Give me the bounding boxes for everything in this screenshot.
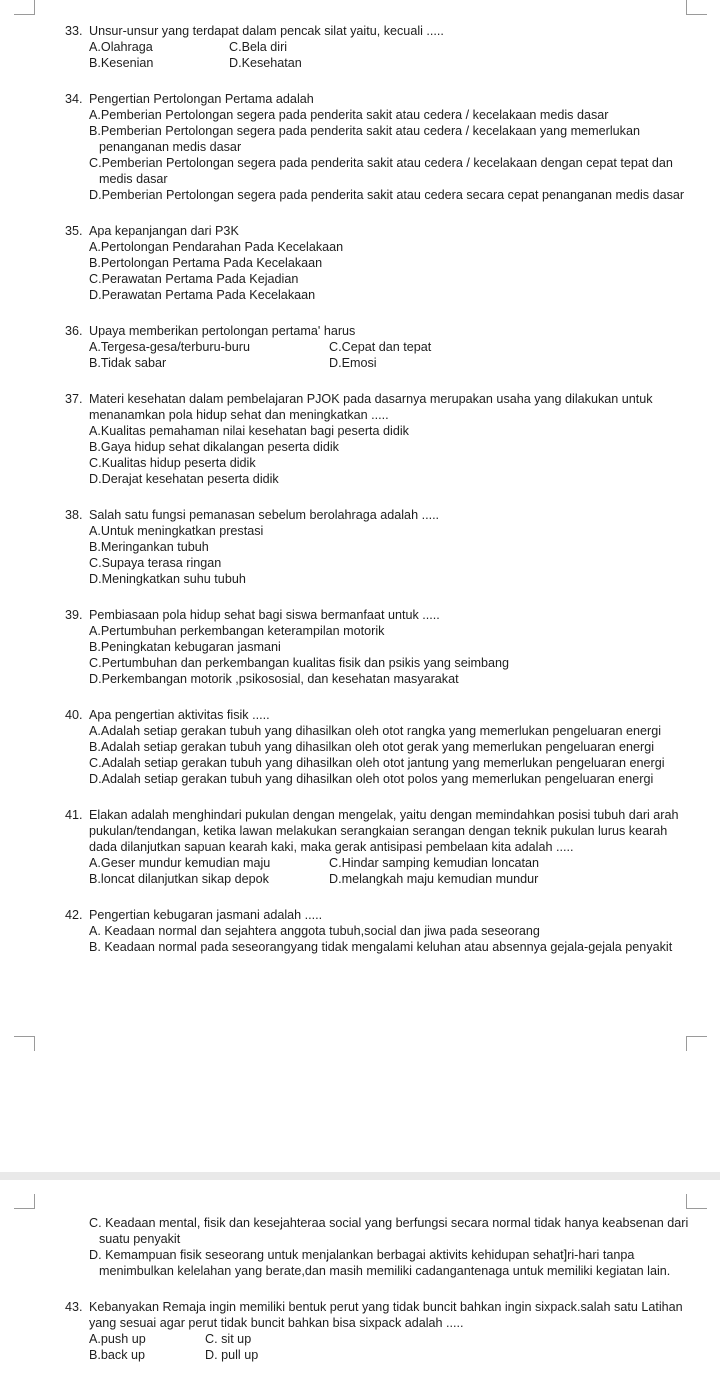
option-b[interactable]: B.Tidak sabar [89, 356, 167, 370]
question-number: 35. [65, 224, 83, 238]
option-a[interactable]: A.push up [89, 1332, 146, 1346]
option-c[interactable]: C.Pemberian Pertolongan segera pada penderita sakit atau cedera / kecelakaan dengan cepat tepat dan medis dasar [89, 156, 673, 186]
option-d[interactable]: D.Perawatan Pertama Pada Kecelakaan [89, 288, 316, 302]
option-d[interactable]: D.Meningkatkan suhu tubuh [89, 572, 246, 586]
option-a[interactable]: A.Tergesa-gesa/terburu-buru [89, 340, 251, 354]
option-d[interactable]: D.Emosi [329, 356, 377, 370]
question-38 [65, 507, 690, 587]
question-number: 40. [65, 708, 83, 722]
option-c[interactable]: C.Bela diri [229, 40, 288, 54]
option-a[interactable]: A.Pemberian Pertolongan segera pada penderita sakit atau cedera / kecelakaan medis dasar [89, 108, 609, 122]
question-number: 39. [65, 608, 83, 622]
option-b[interactable]: B.Adalah setiap gerakan tubuh yang dihasilkan oleh otot gerak yang memerlukan pengeluaran energi [89, 740, 655, 754]
option-d[interactable]: D.Perkembangan motorik ,psikososial, dan kesehatan masyarakat [89, 672, 459, 686]
option-a[interactable]: A.Pertolongan Pendarahan Pada Kecelakaan [89, 240, 344, 254]
crop-mark [686, 1036, 707, 1051]
question-41 [65, 807, 690, 887]
crop-mark [686, 0, 707, 15]
question-number: 43. [65, 1300, 83, 1314]
option-b[interactable]: B.back up [89, 1348, 146, 1362]
option-a[interactable]: A.Olahraga [89, 40, 153, 54]
question-text: Pengertian Pertolongan Pertama adalah [89, 92, 314, 106]
question-number: 34. [65, 92, 83, 106]
question-number: 41. [65, 808, 83, 822]
question-34 [65, 91, 690, 203]
question-37 [65, 391, 690, 487]
question-42 [65, 907, 690, 955]
option-d[interactable]: D.Derajat kesehatan peserta didik [89, 472, 279, 486]
option-d[interactable]: D.Adalah setiap gerakan tubuh yang dihasilkan oleh otot polos yang memerlukan pengeluaran energi [89, 772, 654, 786]
question-text: Kebanyakan Remaja ingin memiliki bentuk perut yang tidak buncit bahkan ingin sixpack.salah satu Latihan yang sesuai agar perut tidak buncit bahkan bisa sixpack adalah ..... [89, 1300, 683, 1330]
option-c[interactable]: C.Adalah setiap gerakan tubuh yang dihasilkan oleh otot jantung yang memerlukan pengeluaran energi [89, 756, 665, 770]
question-text: Apa kepanjangan dari P3K [89, 224, 239, 238]
question-text: Apa pengertian aktivitas fisik ..... [89, 708, 270, 722]
question-43 [65, 1299, 690, 1363]
option-a[interactable]: A.Pertumbuhan perkembangan keterampilan motorik [89, 624, 385, 638]
option-d[interactable]: D.Pemberian Pertolongan segera pada penderita sakit atau cedera secara cepat penanganan medis dasar [89, 188, 685, 202]
option-a[interactable]: A.Untuk meningkatkan prestasi [89, 524, 264, 538]
question-text: Salah satu fungsi pemanasan sebelum berolahraga adalah ..... [89, 508, 440, 522]
crop-mark [686, 1194, 707, 1209]
question-35 [65, 223, 690, 303]
option-d[interactable]: D.melangkah maju kemudian mundur [329, 872, 539, 886]
option-c[interactable]: C.Pertumbuhan dan perkembangan kualitas fisik dan psikis yang seimbang [89, 656, 510, 670]
question-number: 33. [65, 24, 83, 38]
option-b[interactable]: B.Pertolongan Pertama Pada Kecelakaan [89, 256, 323, 270]
option-a[interactable]: A.Adalah setiap gerakan tubuh yang dihasilkan oleh otot rangka yang memerlukan pengeluaran energi [89, 724, 662, 738]
option-b[interactable]: B.Kesenian [89, 56, 154, 70]
option-b[interactable]: B.Gaya hidup sehat dikalangan peserta didik [89, 440, 339, 454]
option-c[interactable]: C. sit up [205, 1332, 252, 1346]
option-c[interactable]: C.Perawatan Pertama Pada Kejadian [89, 272, 299, 286]
option-b[interactable]: B. Keadaan normal pada seseorangyang tidak mengalami keluhan atau absennya gejala-gejala penyakit [89, 940, 673, 954]
option-c[interactable]: C.Supaya terasa ringan [89, 556, 222, 570]
crop-mark [14, 1036, 35, 1051]
option-c[interactable]: C.Cepat dan tepat [329, 340, 432, 354]
option-d[interactable]: D.Kesehatan [229, 56, 302, 70]
question-number: 42. [65, 908, 83, 922]
option-a[interactable]: A.Geser mundur kemudian maju [89, 856, 271, 870]
option-b[interactable]: B.Pemberian Pertolongan segera pada penderita sakit atau cedera / kecelakaan yang memerlukan penanganan medis dasar [89, 124, 640, 154]
option-c[interactable]: C. Keadaan mental, fisik dan kesejahteraa social yang berfungsi secara normal tidak hanya keabsenan dari suatu penyakit [89, 1216, 689, 1246]
question-text: Elakan adalah menghindari pukulan dengan mengelak, yaitu dengan memindahkan posisi tubuh dari arah pukulan/tendangan, ketika lawan melakukan serangkaian serangan dengan teknik pukulan lurus kearah dada dilanjutkan sapuan kearah kaki, maka gerak antisipasi pembelaan kita adalah ..... [89, 808, 679, 854]
question-number: 36. [65, 324, 83, 338]
option-d[interactable]: D. Kemampuan fisik seseorang untuk menjalankan berbagai aktivits kehidupan sehat]ri-hari tanpa menimbulkan kelelahan yang berate,dan masih memiliki cadangantenaga untuk memiliki kegiatan lain. [89, 1248, 671, 1278]
question-number: 38. [65, 508, 83, 522]
option-a[interactable]: A.Kualitas pemahaman nilai kesehatan bagi peserta didik [89, 424, 409, 438]
question-33 [65, 23, 690, 71]
option-d[interactable]: D. pull up [205, 1348, 259, 1362]
question-text: Pengertian kebugaran jasmani adalah ..... [89, 908, 323, 922]
crop-mark [14, 1194, 35, 1209]
question-list [65, 23, 690, 955]
question-42-continued [65, 1215, 690, 1279]
question-text: Pembiasaan pola hidup sehat bagi siswa bermanfaat untuk ..... [89, 608, 440, 622]
option-c[interactable]: C.Hindar samping kemudian loncatan [329, 856, 540, 870]
question-text: Materi kesehatan dalam pembelajaran PJOK pada dasarnya merupakan usaha yang dilakukan untuk menanamkan pola hidup sehat dan meningkatkan ..... [89, 392, 653, 422]
question-39 [65, 607, 690, 687]
option-b[interactable]: B.Peningkatan kebugaran jasmani [89, 640, 281, 654]
question-number: 37. [65, 392, 83, 406]
question-text: Unsur-unsur yang terdapat dalam pencak silat yaitu, kecuali ..... [89, 24, 444, 38]
question-40 [65, 707, 690, 787]
question-text: Upaya memberikan pertolongan pertama' harus [89, 324, 356, 338]
question-list-continued [65, 1215, 690, 1363]
option-c[interactable]: C.Kualitas hidup peserta didik [89, 456, 256, 470]
option-b[interactable]: B.loncat dilanjutkan sikap depok [89, 872, 269, 886]
question-36 [65, 323, 690, 371]
option-b[interactable]: B.Meringankan tubuh [89, 540, 209, 554]
option-a[interactable]: A. Keadaan normal dan sejahtera anggota tubuh,social dan jiwa pada seseorang [89, 924, 540, 938]
crop-mark [14, 0, 35, 15]
page-2 [0, 1180, 720, 1382]
